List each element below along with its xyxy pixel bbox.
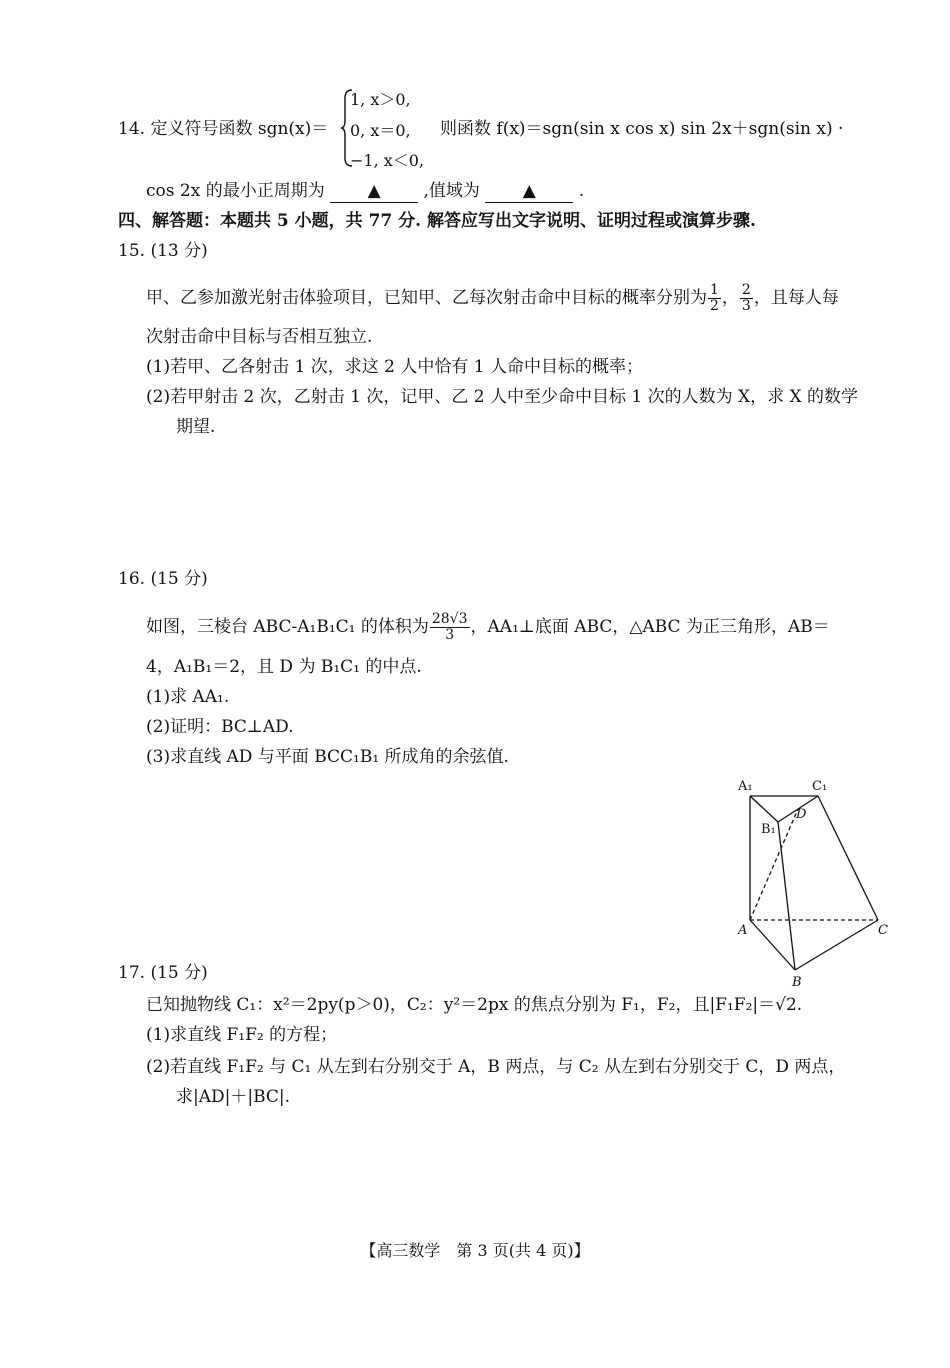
q14-lead: 定义符号函数 sgn(x)＝	[150, 119, 329, 139]
label-b1: B₁	[761, 822, 776, 837]
q15-line2: 次射击命中目标与否相互独立.	[146, 327, 373, 347]
edge-b1-b	[778, 822, 795, 970]
q14-number: 14.	[118, 119, 146, 139]
q14-case-3: −1, x＜0,	[350, 151, 425, 170]
q14-blank-period: ▲	[330, 180, 418, 203]
q14-line2-c: .	[578, 181, 585, 201]
q14-case-2: 0, x＝0,	[350, 121, 411, 140]
q16-line1-a: 如图，三棱台 ABC-A₁B₁C₁ 的体积为	[146, 617, 429, 637]
q15-line1-b: ，且每人每	[753, 288, 839, 308]
edge-b-c	[795, 920, 878, 970]
label-b: B	[792, 975, 802, 990]
q15-fraction-2: $\frac{2}{3}$	[741, 282, 751, 314]
label-c: C	[878, 923, 888, 938]
edge-a1-b1	[750, 796, 778, 822]
q16-header: 16. (15 分)	[118, 569, 208, 589]
q16-volume-fraction: $\frac{28√3}{3}$	[431, 611, 468, 643]
q17-line1: 已知抛物线 C₁：x²＝2py(p＞0)，C₂：y²＝2px 的焦点分别为 F₁，F₂，且|F₁F₂|＝√2.	[146, 995, 803, 1015]
q17-part2-b: 求|AD|＋|BC|.	[176, 1087, 291, 1107]
q17-part1: (1)求直线 F₁F₂ 的方程；	[146, 1025, 338, 1045]
q15-line1-a: 甲、乙参加激光射击体验项目，已知甲、乙每次射击命中目标的概率分别为	[146, 288, 707, 308]
label-a1: A₁	[738, 779, 753, 794]
frustum-figure	[725, 770, 895, 990]
q14-blank-range: ▲	[485, 180, 573, 203]
q14-line2-a: cos 2x 的最小正周期为	[146, 181, 325, 201]
q15-part2-a: (2)若甲射击 2 次，乙射击 1 次，记甲、乙 2 人中至少命中目标 1 次的人数为 X，求 X 的数学	[146, 387, 858, 407]
q16-part3: (3)求直线 AD 与平面 BCC₁B₁ 所成角的余弦值.	[146, 747, 509, 767]
label-d: D	[796, 807, 807, 822]
q16-part2: (2)证明：BC⊥AD.	[146, 717, 294, 737]
q15-header: 15. (13 分)	[118, 241, 208, 261]
q17-part2-a: (2)若直线 F₁F₂ 与 C₁ 从左到右分别交于 A，B 两点，与 C₂ 从左到右分别交于 C，D 两点，	[146, 1057, 846, 1077]
q16-line1-b: ，AA₁⊥底面 ABC，△ABC 为正三角形，AB＝	[470, 617, 830, 637]
q17-header: 17. (15 分)	[118, 963, 208, 983]
q15-part2-b: 期望.	[176, 417, 216, 437]
q15-part1: (1)若甲、乙各射击 1 次，求这 2 人中恰有 1 人命中目标的概率；	[146, 357, 643, 377]
q14-line2-b: ,值域为	[423, 181, 480, 201]
q14-after-cases: 则函数 f(x)＝sgn(sin x cos x) sin 2x＋sgn(sin x) ·	[440, 119, 844, 139]
q14-case-1: 1, x＞0,	[350, 90, 411, 109]
q15-fraction-1: $\frac{1}{2}$	[710, 282, 719, 314]
edge-a-b	[750, 920, 795, 970]
label-a: A	[738, 923, 748, 938]
edge-c1-c	[818, 796, 878, 920]
page-footer: 【高三数学 第 3 页(共 4 页)】	[360, 1241, 590, 1260]
label-c1: C₁	[812, 779, 828, 794]
q16-part1: (1)求 AA₁.	[146, 687, 230, 707]
q16-line2: 4，A₁B₁＝2，且 D 为 B₁C₁ 的中点.	[146, 657, 422, 677]
section-heading-4: 四、解答题：本题共 5 小题，共 77 分. 解答应写出文字说明、证明过程或演算步骤.	[118, 211, 756, 231]
